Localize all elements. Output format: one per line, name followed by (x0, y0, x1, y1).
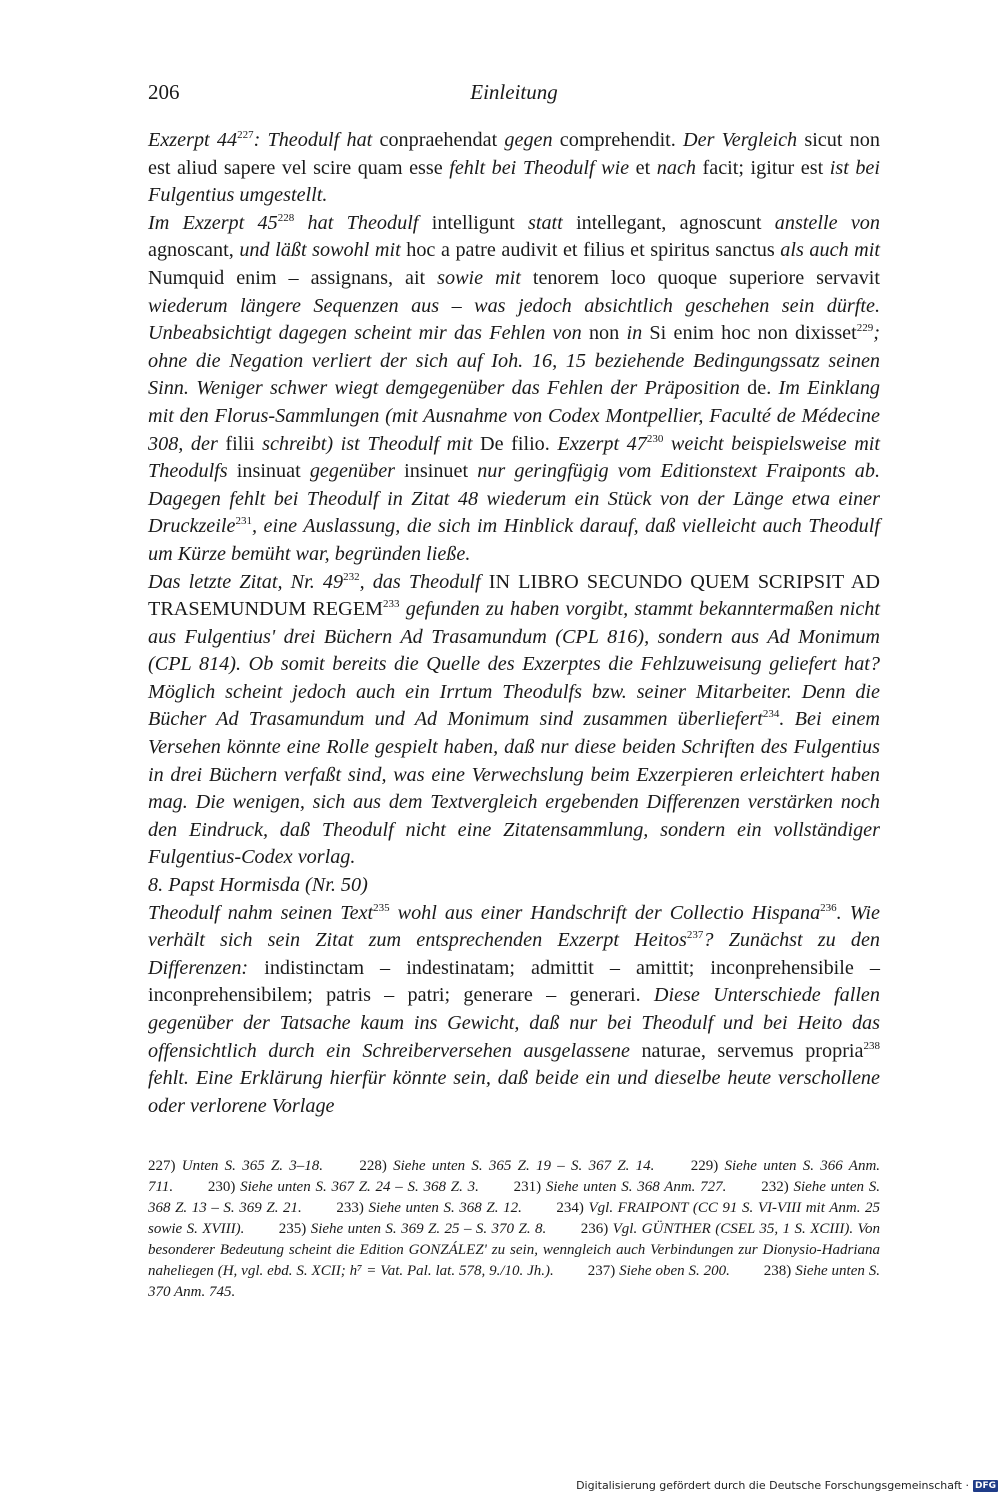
footnote-ref-236[interactable]: 236 (820, 901, 837, 914)
text-span: Im Exzerpt 45 (148, 211, 278, 234)
text-span: intelligunt (418, 211, 528, 234)
text-span: anstelle von (774, 211, 880, 234)
footnote-text: Siehe unten S. 369 Z. 25 – S. 370 Z. 8. (310, 1221, 547, 1237)
page-header (148, 80, 880, 112)
text-span: . Wie verhält sich sein Zitat zum entsprechenden Exzerpt Heitos (148, 901, 880, 952)
footnote-text: Unten S. 365 Z. 3–18. (181, 1158, 324, 1174)
text-span: De filio. (472, 432, 558, 455)
text-span: , das Theodulf (359, 570, 481, 593)
paragraph-excerpt-44 (148, 127, 880, 210)
footnote (279, 1221, 546, 1237)
footnote-text: Siehe unten S. 365 Z. 19 – S. 367 Z. 14. (393, 1158, 655, 1174)
text-span: und läßt sowohl mit (239, 239, 401, 262)
text-span: comprehendit. (552, 129, 684, 151)
text-span: sicut non est aliud sapere vel scire quam esse (148, 129, 880, 179)
digitization-credit (576, 1479, 998, 1492)
text-span: ? Zunächst zu den Differenzen: (148, 929, 881, 979)
footnote-number: 231) (513, 1179, 542, 1195)
footnote-ref-234[interactable]: 234 (762, 708, 780, 721)
footnotes (148, 1156, 880, 1303)
text-span: Si enim hoc non dixisset (642, 322, 857, 345)
footnote-text: Vgl. GÜNTHER (CSEL 35, 1 S. XCIII). Von besonderer Bedeutung scheint die Edition GONZÁLEZ' zu sein, wenngleich auch Verbindungen zur Dionysio-Hadriana naheliegen (H, vgl. ebd. S. XCII; h⁷ = Vat. Pal. lat. 578, 9./10. Jh.). (148, 1221, 881, 1279)
footnote-number: 235) (278, 1221, 307, 1237)
paragraph-excerpt-45 (148, 210, 880, 569)
footnote-ref-228[interactable]: 228 (277, 211, 295, 224)
footnote (336, 1200, 521, 1216)
text-span: conpraehendat (372, 129, 505, 151)
section-heading: 8. Papst Hormisda (Nr. 50) (148, 874, 368, 897)
text-span: hat Theodulf (294, 211, 419, 234)
text-span: facit; igitur est (696, 156, 830, 179)
text-span: gefunden zu haben vorgibt, stammt bekanntermaßen nicht aus Fulgentius' drei Büchern Ad Trasamundum (CPL 816), sondern aus Ad Monimum (CPL 814). Ob somit bereits die Quelle des Exzerptes die Fehlzuweisung geliefert hat? Möglich scheint jedoch auch ein Irrtum Theodulfs bzw. seiner Mitarbeiter. Denn die Bücher Ad Trasamundum und Ad Monimum sind zusammen überliefert (148, 598, 880, 731)
text-span: . Bei einem Versehen könnte eine Rolle gespielt haben, daß nur diese beiden Schriften des Fulgentius in drei Büchern verfaßt sind, was eine Verwechslung beim Exzerpieren erleichtert haben mag. Die wenigen, sich aus dem Textvergleich ergebenden Differenzen verstärken noch den Eindruck, daß Theodulf nicht eine Zitatensammlung, sondern ein vollständiger Fulgentius-Codex vorlag. (148, 708, 880, 869)
running-title: Einleitung (470, 80, 558, 104)
body-text (148, 127, 880, 1120)
footnote-text: Vgl. FRAIPONT (CC 91 S. VI-VIII mit Anm. 25 sowie S. XVIII). (148, 1200, 881, 1237)
text-span: de. (739, 377, 779, 400)
text-span: Diese Unterschiede fallen gegenüber der Tatsache kaum ins Gewicht, daß nur bei Theodulf und bei Heito das offensichtlich durch ein Schreiberversehen ausgelassene (148, 984, 880, 1062)
paragraph-hormisda (148, 900, 880, 1121)
footnote (208, 1179, 479, 1195)
footnote-ref-227[interactable]: 227 (237, 129, 254, 141)
footnote (359, 1158, 654, 1174)
text-span: tenorem loco quoque superiore servavit (520, 266, 881, 289)
text-span: insinuat (227, 460, 310, 483)
footnote-ref-230[interactable]: 230 (646, 432, 664, 445)
text-span: Exzerpt 47 (557, 432, 647, 455)
text-span: ; ohne die Negation verliert der sich auf Ioh. 16, 15 beziehende Bedingungssatz seinen Sinn. Weniger schwer wiegt demgegenüber das Fehlen der Präposition (148, 322, 880, 400)
text-span: Numquid enim – assignans, ait (148, 266, 438, 289)
text-span: non (581, 322, 627, 345)
text-span: Im Einklang mit den Florus-Sammlungen (mit Ausnahme von Codex Montpellier, Faculté de Médecine 308, der (148, 377, 881, 455)
footnote-ref-237[interactable]: 237 (686, 929, 704, 942)
text-span: nach (656, 156, 697, 179)
footnote-text: Siehe unten S. 368 Z. 13 – S. 369 Z. 21. (148, 1179, 880, 1216)
footnote-ref-232[interactable]: 232 (343, 570, 360, 583)
text-span: wiederum längere Sequenzen aus – was jedoch absichtlich geschehen sein dürfte. Unbeabsichtigt dagegen scheint mir das Fehlen von (148, 294, 880, 345)
text-span: gegenüber (309, 460, 396, 483)
footnote-ref-229[interactable]: 229 (856, 322, 874, 335)
text-span: Das letzte Zitat, Nr. 49 (148, 570, 344, 593)
footnote-ref-231[interactable]: 231 (235, 515, 252, 528)
footnote-number: 227) (148, 1158, 176, 1174)
footnote (588, 1263, 730, 1279)
footnote-ref-233[interactable]: 233 (383, 598, 400, 611)
text-span: IN LIBRO SECUNDO QUEM SCRIPSIT AD TRASEMUNDUM REGEM (148, 570, 880, 621)
text-span: wohl aus einer Handschrift der Collectio Hispana (389, 901, 821, 924)
page-number: 206 (148, 80, 180, 104)
footnote-number: 233) (336, 1200, 364, 1216)
text-span: nur geringfügig vom Editionstext Fraiponts ab. Dagegen fehlt bei Theodulf in Zitat 48 wiederum ein Stück von der Länge etwa einer Druckzeile (148, 460, 880, 538)
footnote-text: Siehe unten S. 366 Anm. 711. (148, 1158, 881, 1195)
footnote-number: 232) (761, 1179, 789, 1195)
text-span: als auch mit (780, 239, 880, 262)
text-span: schreibt) ist Theodulf mit (262, 432, 473, 455)
footnote-text: Siehe unten S. 370 Anm. 745. (148, 1263, 881, 1300)
text-span: filii (217, 432, 263, 455)
footnote-text: Siehe unten S. 368 Anm. 727. (545, 1179, 727, 1195)
text-span: in (626, 322, 643, 345)
text-span: weicht beispielsweise mit Theodulfs (148, 432, 880, 483)
text-span: Theodulf nahm seinen Text (148, 901, 374, 924)
footnote-number: 230) (207, 1179, 236, 1195)
text-span: agnoscant, (148, 239, 240, 262)
footnote-number: 229) (690, 1158, 719, 1174)
footnote-number: 237) (587, 1263, 616, 1279)
footnote-number: 238) (763, 1263, 792, 1279)
text-span: ist bei Fulgentius umgestellt. (148, 156, 880, 207)
footnote (514, 1179, 727, 1195)
text-span: sowie mit (437, 266, 521, 289)
text-span: gegen (504, 129, 553, 151)
footnote-number: 236) (580, 1221, 609, 1237)
footnote-number: 228) (359, 1158, 387, 1174)
footnote-text: Siehe oben S. 200. (619, 1263, 730, 1279)
footnote-ref-238[interactable]: 238 (863, 1039, 880, 1052)
text-span: naturae, servemus propria (629, 1039, 864, 1062)
text-span: intellegant, agnoscunt (562, 211, 775, 234)
text-span: et (629, 156, 657, 179)
footnote-text: Siehe unten S. 368 Z. 12. (368, 1200, 522, 1216)
text-span: indistinctam – indestinatam; admittit – amittit; inconprehensibile – inconprehensibilem; patris – patri; generare – generari. (148, 956, 880, 1007)
text-span: Exzerpt 44 (148, 129, 238, 151)
text-span: fehlt bei Theodulf wie (449, 156, 630, 179)
text-span: : Theodulf hat (253, 129, 373, 151)
credit-text: Digitalisierung gefördert durch die Deutsche Forschungsgemeinschaft · (576, 1479, 969, 1492)
text-span: Der Vergleich (683, 129, 798, 151)
text-span: fehlt. Eine Erklärung hierfür könnte sein, daß beide ein und dieselbe heute verschollene oder verlorene Vorlage (148, 1067, 880, 1117)
footnote-number: 234) (556, 1200, 584, 1216)
text-span: insinuet (395, 460, 478, 483)
dfg-logo-icon: DFG (974, 1480, 996, 1491)
paragraph-excerpt-49 (148, 569, 880, 873)
text-span: , eine Auslassung, die sich im Hinblick darauf, daß vielleicht auch Theodulf um Kürze bemüht war, begründen ließe. (148, 515, 880, 565)
footnote-text: Siehe unten S. 367 Z. 24 – S. 368 Z. 3. (240, 1179, 479, 1195)
footnote (148, 1158, 323, 1174)
footnote-ref-235[interactable]: 235 (373, 901, 390, 914)
text-span: statt (528, 211, 563, 234)
text-span: hoc a patre audivit et filius et spiritus sanctus (400, 239, 781, 262)
